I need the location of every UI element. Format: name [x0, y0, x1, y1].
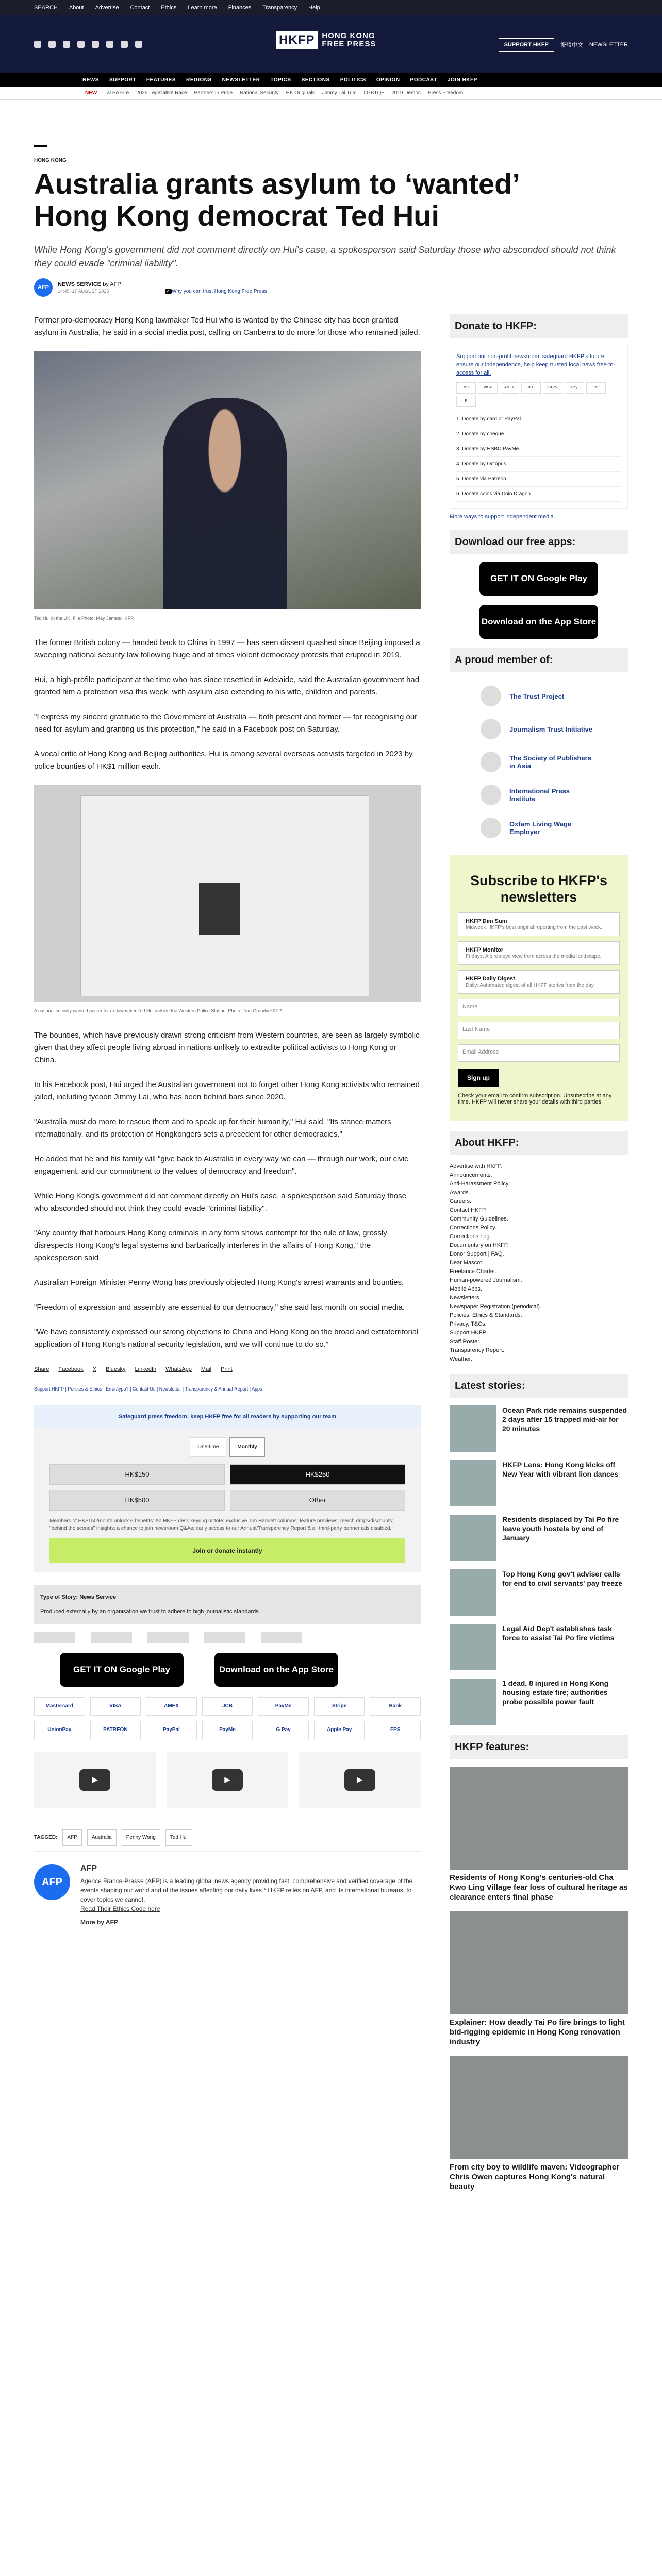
share-7[interactable]: Print	[221, 1366, 233, 1372]
features-heading: HKFP features:	[450, 1735, 628, 1759]
site-header	[0, 15, 662, 73]
about-link[interactable]: Community Guidelines.	[450, 1216, 508, 1222]
story-thumbnail	[450, 1405, 496, 1452]
about-link[interactable]: Dear Mascot.	[450, 1260, 484, 1266]
story-type-title: Type of Story: News Service	[40, 1594, 117, 1600]
donate-option[interactable]: 1. Donate by card or PayPal.	[456, 412, 621, 427]
story-thumbnail	[450, 1515, 496, 1561]
nav-item-0[interactable]: NEWS	[82, 77, 99, 83]
video-row	[34, 1752, 421, 1808]
photo-caption: Ted Hui in the UK. File Photo: May James/HKFP.	[34, 616, 135, 621]
paragraph: Australian Foreign Minister Penny Wong has previously objected Hong Kong's arrest warrants and bounties.	[34, 1278, 404, 1287]
feature-image	[450, 2056, 628, 2159]
instagram-icon[interactable]	[63, 41, 70, 48]
trust-link[interactable]: ✔ Why you can trust Hong Kong Free Press	[165, 289, 267, 294]
about-link[interactable]: Weather.	[450, 1356, 472, 1362]
support-links[interactable]: Support HKFP | Policies & Ethics | Error/typo? | Contact Us | Newsletter | Transparency & Annual Report | Apps	[34, 1386, 262, 1392]
payment-methods	[34, 1697, 421, 1739]
new-label: NEW	[85, 90, 97, 96]
share-3[interactable]: Bluesky	[106, 1366, 126, 1372]
byline-author[interactable]: by AFP	[103, 281, 121, 287]
newsletter-heading: Subscribe to HKFP's newsletters	[470, 873, 607, 905]
top-utility-bar	[0, 0, 662, 15]
nav-item-9[interactable]: PODCAST	[410, 77, 437, 83]
about-link[interactable]: Documentary on HKFP.	[450, 1242, 509, 1248]
oxfam-logo[interactable]	[261, 1632, 302, 1643]
applepay-icon: Pay	[565, 382, 584, 394]
logo-line1: HONG KONG	[322, 31, 375, 40]
newsletter-box	[450, 855, 628, 1121]
latest-story[interactable]	[450, 1460, 628, 1506]
site-logo[interactable]	[276, 31, 376, 49]
subnav-item-8[interactable]: Press Freedom	[427, 90, 464, 96]
about-link[interactable]: Privacy, T&Cs.	[450, 1321, 487, 1327]
more-by-author[interactable]: More by AFP	[80, 1919, 118, 1926]
main-nav	[0, 73, 662, 87]
author-name[interactable]: AFP	[80, 1864, 97, 1873]
member-logo-icon	[481, 719, 501, 739]
about-link[interactable]: Announcements.	[450, 1172, 492, 1178]
subnav-item-1[interactable]: 2025 Legislative Race	[136, 90, 187, 96]
paragraph: He added that he and his family will "give back to Australia in every way we can — through our work, our civic engagement, and our commitment to the values of democracy and freedom".	[34, 1155, 408, 1176]
member-name: Oxfam Living Wage Employer	[509, 820, 572, 836]
amount-150[interactable]: HK$150	[49, 1464, 225, 1485]
payment-logo: PayPal	[146, 1721, 197, 1739]
payment-logo: FPS	[370, 1721, 421, 1739]
latest-story[interactable]	[450, 1569, 628, 1616]
byline	[34, 278, 121, 297]
membership-note: Members of HK$150/month unlock 6 benefits: An HKFP desk keyring or tote; exclusive Tim Hamlett columns; feature previews; merch drops/discounts; "behind the scenes" insights; a chance to join newsroom Q&As; early access to our Annual/Transparency Report & all third-party banner ads disabled.	[49, 1518, 394, 1531]
member-heading: A proud member of:	[450, 648, 628, 672]
sopa-logo[interactable]	[147, 1632, 189, 1643]
about-link[interactable]: Human-powered Journalism.	[450, 1277, 522, 1283]
payment-logo: AMEX	[146, 1697, 197, 1716]
paragraph: "Australia must do more to rescue them and to speak up for their humanity," Hui said. "Its stance matters internationally, and its protection of Hongkongers sets a precedent for other democracies."	[34, 1117, 391, 1139]
article-lede: While Hong Kong's government did not comment directly on Hui's case, a spokesperson said Saturday those who absconded should not think they could evade "criminal liability".	[34, 245, 616, 268]
paragraph: The bounties, which have previously drawn strong criticism from Western countries, are seen as largely symbolic given that they affect people living abroad in nations unlikely to extradite political activists to Hong Kong or China.	[34, 1031, 420, 1064]
signup-button[interactable]: Sign up	[458, 1069, 499, 1087]
author-bio: Agence France-Presse (AFP) is a leading global news agency providing fast, comprehensive and verified coverage of the events shaping our world and of the issues affecting our daily lives.* HKFP relies on AFP, and its international bureaus, to cover topics we cannot.	[80, 1877, 413, 1903]
x-icon[interactable]	[48, 41, 56, 48]
one-time-toggle[interactable]: One-time	[190, 1437, 226, 1457]
amount-500[interactable]: HK$500	[49, 1490, 225, 1511]
search-link[interactable]: SEARCH	[34, 5, 58, 11]
amount-250[interactable]: HK$250	[230, 1464, 405, 1485]
help-link[interactable]: Help	[308, 5, 320, 11]
payment-logo: Mastercard	[34, 1697, 85, 1716]
paragraph: In his Facebook post, Hui urged the Australian government not to forget other Hong Kong activists who remained jailed, including tycoon Jimmy Lai, who has been behind bars since 2020.	[34, 1080, 420, 1101]
photo-caption: A national security wanted poster for ex-lawmaker Ted Hui outside the Western Police Station. Photo: Tom Grundy/HKFP.	[34, 1008, 283, 1013]
member-row[interactable]	[450, 745, 628, 778]
member-name: Journalism Trust Initiative	[509, 725, 593, 733]
nav-item-2[interactable]: FEATURES	[146, 77, 176, 83]
support-hkfp-button[interactable]: SUPPORT HKFP	[499, 38, 554, 52]
amount-other[interactable]: Other	[230, 1490, 405, 1511]
member-row[interactable]	[450, 713, 628, 745]
paragraph: "We have consistently expressed our strong objections to China and Hong Kong on the broad and extraterritorial application of Hong Kong's national security legislation, and we will continue to do so."	[34, 1328, 419, 1349]
about-link[interactable]: Corrections Policy.	[450, 1225, 496, 1231]
article-body	[34, 314, 421, 1927]
feature-image	[450, 1767, 628, 1870]
language-link[interactable]: 繁體中文	[560, 42, 583, 48]
donation-box	[34, 1428, 421, 1572]
about-link[interactable]: Mobile Apps.	[450, 1286, 482, 1292]
ted-hui-photo	[34, 351, 421, 609]
sidebar-google-play[interactable]: GET IT ON Google Play	[479, 562, 598, 596]
member-logos-row	[34, 1632, 421, 1643]
newsletter-note: Check your email to confirm subscription. Unsubscribe at any time. HKFP will never share your details with third parties.	[458, 1093, 612, 1105]
donate-option[interactable]: 3. Donate by HSBC PayMe.	[456, 442, 621, 457]
contact-link[interactable]: Contact	[130, 5, 150, 11]
story-title: Residents displaced by Tai Po fire leave youth hostels by end of January	[502, 1515, 619, 1542]
story-type-body: Produced externally by an organisation we trust to adhere to high journalistic standards.	[40, 1608, 260, 1615]
story-type-box	[34, 1585, 421, 1624]
sidebar-app-store[interactable]: Download on the App Store	[479, 605, 598, 639]
payment-logo: PayMe	[258, 1697, 309, 1716]
threads-icon[interactable]	[77, 41, 85, 48]
subnav-item-2[interactable]: Partners in Pride	[194, 90, 233, 96]
byline-date: 14:45, 17 AUGUST 2025	[58, 289, 109, 294]
about-link[interactable]: Careers.	[450, 1198, 472, 1205]
ipi-logo[interactable]	[204, 1632, 245, 1643]
about-link[interactable]: Anti-Harassment Policy.	[450, 1181, 510, 1187]
paragraph: Former pro-democracy Hong Kong lawmaker Ted Hui who is wanted by the Chinese city has been granted asylum in Australia, he said in a social media post, calling on Canberra to do more for those who remained jailed.	[34, 316, 420, 337]
share-5[interactable]: WhatsApp	[166, 1366, 192, 1372]
last-name-field[interactable]: Last Name	[458, 1022, 620, 1039]
story-title: Top Hong Kong gov't adviser calls for end to civil servants' pay freeze	[502, 1570, 622, 1587]
payment-logo: VISA	[90, 1697, 141, 1716]
nav-item-3[interactable]: REGIONS	[186, 77, 212, 83]
subnav-item-3[interactable]: National Security	[240, 90, 279, 96]
visa-icon: VISA	[478, 382, 498, 394]
wanted-poster-photo	[34, 785, 421, 1002]
bluesky-icon[interactable]	[92, 41, 99, 48]
donate-widget	[450, 346, 628, 509]
author-avatar[interactable]: AFP	[34, 278, 53, 297]
share-2[interactable]: X	[92, 1366, 97, 1372]
paragraph: "Freedom of expression and assembly are essential to our democracy," she said last month on social media.	[34, 1303, 405, 1312]
more-ways-link[interactable]: More ways to support independent media.	[450, 514, 555, 520]
play-icon[interactable]: ▶	[212, 1769, 243, 1791]
safeguard-banner[interactable]: Safeguard press freedom; keep HKFP free for all readers by supporting our team	[34, 1405, 421, 1428]
feature-story[interactable]	[450, 1767, 628, 1902]
paypal-icon: PP	[586, 382, 606, 394]
subnav-item-5[interactable]: Jimmy Lai Trial	[322, 90, 357, 96]
newsletter-dimsum[interactable]: HKFP Dim Sum Midweek HKFP's best original reporting from the past week.	[458, 912, 620, 936]
ethics-link[interactable]: Read Their Ethics Code here	[80, 1905, 160, 1912]
member-logo-icon	[481, 785, 501, 805]
member-name: International Press Institute	[509, 787, 570, 803]
nav-item-1[interactable]: SUPPORT	[109, 77, 136, 83]
author-badge[interactable]: AFP	[34, 1864, 70, 1900]
member-logo-icon	[481, 686, 501, 706]
logo-mark: HKFP	[276, 31, 318, 49]
mastercard-icon: MC	[456, 382, 476, 394]
about-link[interactable]: Staff Roster.	[450, 1338, 481, 1345]
story-thumbnail	[450, 1569, 496, 1616]
join-button[interactable]: Join or donate instantly	[49, 1538, 405, 1563]
youtube-icon[interactable]	[106, 41, 113, 48]
payment-logo: JCB	[202, 1697, 253, 1716]
patreon-icon: P	[456, 396, 476, 407]
name-field[interactable]: Name	[458, 999, 620, 1016]
card-logos	[456, 382, 621, 407]
about-link[interactable]: Newsletters.	[450, 1295, 481, 1301]
story-title: HKFP Lens: Hong Kong kicks off New Year with vibrant lion dances	[502, 1461, 619, 1478]
subnav-item-6[interactable]: LGBTQ+	[363, 90, 385, 96]
share-0[interactable]: Share	[34, 1366, 49, 1372]
feature-title: From city boy to wildlife maven: Videographer Chris Owen captures Hong Kong's natural beauty	[450, 2163, 619, 2191]
donate-option[interactable]: 2. Donate by cheque.	[456, 427, 621, 442]
jti-logo[interactable]	[91, 1632, 132, 1643]
sub-nav	[0, 87, 662, 100]
newsletter-link[interactable]: NEWSLETTER	[589, 42, 628, 48]
byline-section[interactable]: NEWS SERVICE	[58, 281, 102, 287]
donate-option[interactable]: 4. Donate by Octopus.	[456, 457, 621, 472]
donate-text[interactable]: Support our non-profit newsroom: safeguard HKFP's future, ensure our independence, help keep trusted local news free-to-access for all.	[456, 353, 616, 376]
paragraph: "Any country that harbours Hong Kong criminals in any form shows contempt for the rule of law, grossly disrespects Hong Kong's legal systems and barbarically interferes in the affairs of Hong Kong," the spokesperson said.	[34, 1229, 387, 1262]
payment-logo: PayMe	[202, 1721, 253, 1739]
paragraph: "I express my sincere gratitude to the Government of Australia — both present and former — for recognising our need for asylum and granting us this protection," he said in a Facebook post on Saturday.	[34, 713, 418, 734]
play-icon[interactable]: ▶	[344, 1769, 375, 1791]
about-link[interactable]: Freelance Charter.	[450, 1268, 497, 1275]
share-6[interactable]: Mail	[201, 1366, 212, 1372]
about-link[interactable]: Newspaper Registration (periodical).	[450, 1303, 541, 1310]
nav-item-4[interactable]: NEWSLETTER	[222, 77, 260, 83]
about-link[interactable]: Contact HKFP.	[450, 1207, 487, 1213]
learn-link[interactable]: Learn more	[188, 5, 217, 11]
facebook-icon[interactable]	[34, 41, 41, 48]
email-field[interactable]: Email Address	[458, 1044, 620, 1062]
about-link[interactable]: Policies, Ethics & Standards.	[450, 1312, 522, 1318]
member-logo-icon	[481, 818, 501, 838]
about-link[interactable]: About	[69, 5, 84, 11]
latest-heading: Latest stories:	[450, 1374, 628, 1398]
logo-line2: FREE PRESS	[322, 40, 376, 48]
about-list	[450, 1162, 628, 1364]
tag-chip[interactable]: Australia	[87, 1829, 117, 1846]
newsletter-monitor[interactable]: HKFP Monitor Fridays: A birds-eye view from across the media landscape.	[458, 941, 620, 965]
feature-story[interactable]	[450, 1911, 628, 2047]
latest-story[interactable]	[450, 1679, 628, 1725]
app-store-button[interactable]: Download on the App Store	[214, 1653, 338, 1687]
latest-story[interactable]	[450, 1624, 628, 1670]
member-row[interactable]	[450, 811, 628, 844]
story-title: Ocean Park ride remains suspended 2 days after 15 trapped mid-air for 20 minutes	[502, 1406, 627, 1433]
tags-label: TAGGED:	[34, 1835, 58, 1840]
about-link[interactable]: Awards.	[450, 1190, 470, 1196]
tag-chip[interactable]: Penny Wong	[122, 1829, 160, 1846]
member-row[interactable]	[450, 680, 628, 713]
latest-story[interactable]	[450, 1405, 628, 1452]
story-thumbnail	[450, 1624, 496, 1670]
tags-row	[34, 1824, 421, 1852]
donate-option[interactable]: 6. Donate coins via Coin Dragon.	[456, 487, 621, 502]
nav-item-8[interactable]: OPINION	[376, 77, 400, 83]
subnav-item-0[interactable]: Tai Po Fire	[104, 90, 129, 96]
payment-logo: UnionPay	[34, 1721, 85, 1739]
latest-story[interactable]	[450, 1515, 628, 1561]
payment-logo: Apple Pay	[314, 1721, 365, 1739]
about-link[interactable]: Transparency Report.	[450, 1347, 504, 1353]
feature-image	[450, 1911, 628, 2014]
about-link[interactable]: Donor Support | FAQ.	[450, 1251, 504, 1257]
trust-project-logo[interactable]	[34, 1632, 75, 1643]
payment-logo: G Pay	[258, 1721, 309, 1739]
gpay-icon: GPay	[543, 382, 562, 394]
paragraph: While Hong Kong's government did not comment directly on Hui's case, a spokesperson said Saturday those who absconded should not think they could evade "criminal liability".	[34, 1192, 406, 1213]
newsletter-digest[interactable]: HKFP Daily Digest Daily: Automated digest of all HKFP stories from the day.	[458, 970, 620, 994]
transparency-link[interactable]: Transparency	[262, 5, 297, 11]
tag-chip[interactable]: Ted Hui	[166, 1829, 192, 1846]
donate-heading: Donate to HKFP:	[450, 314, 628, 338]
subnav-item-7[interactable]: 2019 Demos	[391, 90, 421, 96]
headline-rule	[34, 145, 47, 147]
subnav-item-4[interactable]: HK Originals	[286, 90, 315, 96]
play-icon[interactable]: ▶	[79, 1769, 110, 1791]
apps-heading: Download our free apps:	[450, 530, 628, 554]
finances-link[interactable]: Finances	[228, 5, 252, 11]
payment-logo: PATREON	[90, 1721, 141, 1739]
author-box	[34, 1864, 421, 1927]
sidebar	[450, 314, 628, 2201]
linkedin-icon[interactable]	[121, 41, 128, 48]
about-link[interactable]: Corrections Log.	[450, 1233, 491, 1240]
payment-logo: Stripe	[314, 1697, 365, 1716]
nav-item-6[interactable]: SECTIONS	[301, 77, 330, 83]
story-title: 1 dead, 8 injured in Hong Kong housing estate fire; authorities probe possible power fault	[502, 1679, 609, 1706]
paragraph: Hui, a high-profile participant at the time who has since resettled in Adelaide, said the Australian government had granted him a protection visa this week, with asylum also extending to his wife, children and parents.	[34, 675, 420, 697]
member-name: The Trust Project	[509, 692, 565, 700]
story-title: Legal Aid Dep't establishes task force to assist Tai Po fire victims	[502, 1624, 615, 1642]
donate-option[interactable]: 5. Donate via Patreon.	[456, 472, 621, 487]
social-icons	[34, 41, 142, 48]
share-bar	[34, 1363, 421, 1376]
ethics-link[interactable]: Ethics	[161, 5, 177, 11]
rss-icon[interactable]	[135, 41, 142, 48]
share-1[interactable]: Facebook	[58, 1366, 84, 1372]
jcb-icon: JCB	[521, 382, 541, 394]
article-title: Australia grants asylum to ‘wanted’ Hong Kong democrat Ted Hui	[34, 167, 519, 232]
about-link[interactable]: Advertise with HKFP.	[450, 1163, 503, 1170]
tag-chip[interactable]: AFP	[62, 1829, 81, 1846]
paragraph: The former British colony — handed back to China in 1997 — has seen dissent quashed since Beijing imposed a sweeping national security law following huge and at times violent democracy protests that erupted in 2019.	[34, 638, 420, 659]
about-heading: About HKFP:	[450, 1131, 628, 1155]
feature-story[interactable]	[450, 2056, 628, 2192]
about-link[interactable]: Support HKFP.	[450, 1330, 487, 1336]
share-4[interactable]: LinkedIn	[135, 1366, 157, 1372]
nav-item-7[interactable]: POLITICS	[340, 77, 366, 83]
advertise-link[interactable]: Advertise	[95, 5, 119, 11]
google-play-button[interactable]: GET IT ON Google Play	[60, 1653, 184, 1687]
member-name: The Society of Publishers in Asia	[509, 754, 591, 770]
feature-title: Explainer: How deadly Tai Po fire brings to light bid-rigging epidemic in Hong Kong renovation industry	[450, 2018, 625, 2046]
member-row[interactable]	[450, 778, 628, 811]
paragraph: A vocal critic of Hong Kong and Beijing authorities, Hui is among several overseas activists targeted in 2023 by police bounties of HK$1 million each.	[34, 750, 413, 771]
feature-title: Residents of Hong Kong's centuries-old Cha Kwo Ling Village fear loss of cultural heritage as clearance enters final phase	[450, 1873, 628, 1902]
nav-item-10[interactable]: JOIN HKFP	[447, 77, 477, 83]
payment-logo: Bank	[370, 1697, 421, 1716]
story-thumbnail	[450, 1460, 496, 1506]
story-thumbnail	[450, 1679, 496, 1725]
member-logo-icon	[481, 752, 501, 772]
article-kicker[interactable]: HONG KONG	[34, 158, 67, 163]
monthly-toggle[interactable]: Monthly	[229, 1437, 264, 1457]
amex-icon: AMEX	[500, 382, 519, 394]
nav-item-5[interactable]: TOPICS	[270, 77, 291, 83]
